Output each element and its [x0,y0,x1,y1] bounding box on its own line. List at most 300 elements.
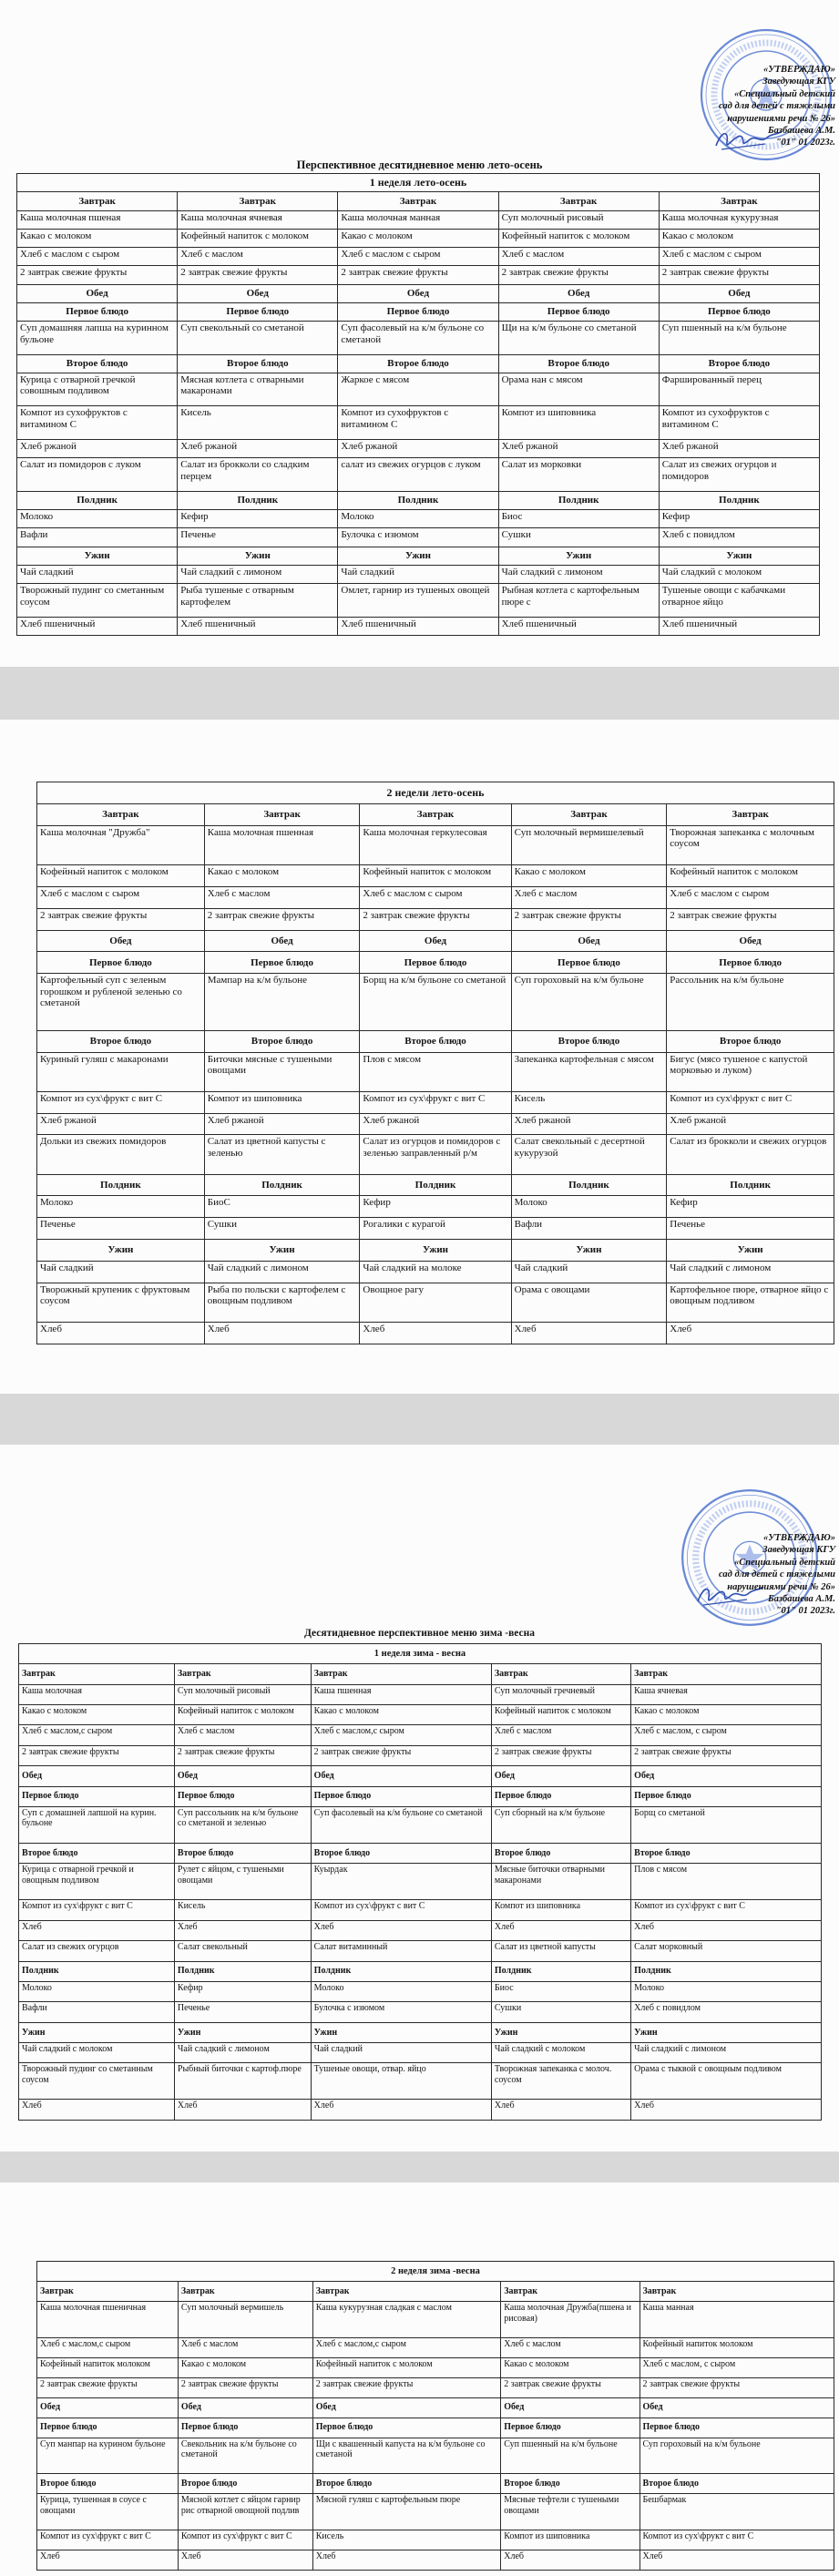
menu-dish-cell: Суп гороховый на к/м бульоне [511,974,667,1030]
menu-row [37,2550,834,2570]
menu-dish-cell: Хлеб ржаной [498,439,659,457]
menu-dish-cell: Чай сладкий с молоком [659,565,819,583]
week-title-row [37,782,834,804]
menu-dish-cell: Хлеб с маслом [178,248,338,266]
menu-row [17,229,820,247]
menu-dish-cell: Орама с овощами [511,1283,667,1322]
menu-dish-cell: Орама с тыквой с овощным подливом [631,2063,822,2100]
menu-dish-cell: 2 завтрак свежие фрукты [667,908,834,930]
menu-dish-cell: Компот из сухофруктов с витамином С [338,406,498,440]
menu-dish-cell: Суп фасолевый на к/м бульоне со сметаной [338,322,498,355]
menu-dish-cell: Хлеб [491,2100,630,2121]
meal-section-label: Обед [491,1766,630,1786]
meal-section-label: Ужин [311,2022,491,2042]
menu-row [37,1323,834,1344]
menu-dish-cell: Кофейный напиток с молоком [667,864,834,886]
menu-dish-cell: Хлеб с маслом с сыром [17,248,178,266]
menu-dish-cell: Хлеб [174,2100,311,2121]
meal-section-label: Ужин [37,1240,205,1262]
menu-dish-cell: Булочка с изюмом [338,528,498,547]
menu-dish-cell: Кофейный напиток с молоком [360,864,511,886]
menu-dish-cell: Компот из сух\фрукт с вит С [19,1900,175,1920]
menu-dish-cell: Биточки мясные с тушеными овощами [204,1052,360,1091]
meal-section-label: Первое блюдо [659,302,819,321]
menu-dish-cell: Чай сладкий [511,1262,667,1283]
menu-dish-cell: Салат из брокколи со сладким перцем [178,458,338,492]
menu-dish-cell: Чай сладкий с лимоном [631,2042,822,2062]
meal-section-label: Полдник [174,1961,311,1981]
menu-dish-cell: Биос [491,1981,630,2001]
menu-dish-cell: Молоко [37,1196,205,1218]
meal-section-label: Завтрак [659,192,819,210]
menu-dish-cell: Молоко [631,1981,822,2001]
meal-section-label: Обед [338,284,498,302]
menu-dish-cell: Суп свекольный со сметаной [178,322,338,355]
menu-dish-cell: Хлеб [204,1323,360,1344]
meal-section-label: Обед [498,284,659,302]
menu-dish-cell: Хлеб с маслом с сыром [667,886,834,908]
menu-dish-cell: Каша молочная кукурузная [659,210,819,229]
menu-row [37,2337,834,2357]
menu-dish-cell: Салат из огурцов и помидоров с зеленью заправленный р/м [360,1135,511,1174]
menu-title: Перспективное десятидневное меню лето-осень [296,158,543,171]
menu-row [37,2494,834,2530]
meal-section-label: Завтрак [338,192,498,210]
meal-section-label: Завтрак [37,2282,179,2302]
menu-row [37,2302,834,2338]
meal-section-label: Второе блюдо [338,354,498,373]
menu-dish-cell: Хлеб с маслом с сыром [659,248,819,266]
meal-section-label: Первое блюдо [178,2418,312,2438]
menu-dish-cell: 2 завтрак свежие фрукты [631,1745,822,1765]
meal-section-label: Обед [204,930,360,952]
menu-dish-cell: Хлеб с маслом,с сыром [19,1725,175,1745]
menu-dish-cell: Компот из шиповника [501,2530,639,2550]
menu-row [17,528,820,547]
menu-row [17,210,820,229]
menu-dish-cell: Компот из сух\фрукт с вит С [311,1900,491,1920]
meal-section-label: Ужин [667,1240,834,1262]
menu-row [37,908,834,930]
menu-dish-cell: Компот из сух\фрукт с вит С [178,2530,312,2550]
menu-dish-cell: Вафли [19,2002,175,2022]
meal-section-label: Обед [37,2397,179,2418]
menu-dish-cell: 2 завтрак свежие фрукты [511,908,667,930]
menu-dish-cell: Салат из свежих огурцов [19,1941,175,1961]
menu-dish-cell: Суп молочный гречневый [491,1684,630,1704]
meal-section-label: Первое блюдо [178,302,338,321]
meal-section-label: Первое блюдо [174,1786,311,1806]
meal-section-label: Завтрак [204,803,360,825]
menu-dish-cell: Суп манпар на курином бульоне [37,2438,179,2474]
menu-dish-cell: Хлеб [19,2100,175,2121]
stamp-line: «УТВЕРЖДАЮ» [762,65,835,75]
menu-dish-cell: 2 завтрак свежие фрукты [639,2377,834,2397]
stamp-line: нарушениями речи № 26» [727,1581,835,1592]
meal-section-label: Ужин [178,547,338,565]
menu-dish-cell: Кисель [511,1091,667,1113]
meal-section-label: Ужин [17,547,178,565]
menu-dish-cell: Мясная котлета с отварными макаронами [178,373,338,406]
menu-dish-cell: Хлеб ржаной [37,1113,205,1135]
menu-dish-cell: Суп с домашней лапшой на курин. бульоне [19,1806,175,1843]
menu-dish-cell: Кисель [174,1900,311,1920]
meal-section-label: Второе блюдо [17,354,178,373]
meal-section-label: Обед [311,1766,491,1786]
stamp-line: "01" 01 2023г. [775,1606,835,1617]
menu-dish-cell: Кофейный напиток молоком [37,2357,179,2377]
menu-dish-cell: Хлеб [311,2100,491,2121]
meal-section-label: Первое блюдо [667,952,834,974]
menu-row [19,1745,822,1765]
menu-dish-cell: Кисель [312,2530,501,2550]
menu-dish-cell: Курица с отварной гречкой и овощным подливом [19,1864,175,1900]
menu-dish-cell: Орама нан с мясом [498,373,659,406]
menu-row [37,1052,834,1091]
menu-dish-cell: Кефир [178,510,338,528]
menu-dish-cell: Каша молочная "Дружба" [37,825,205,864]
menu-dish-cell: Рыбный биточки с картоф.пюре [174,2063,311,2100]
menu-dish-cell: Кофейный напиток молоком [639,2337,834,2357]
menu-dish-cell: Компот из сух\фрукт с вит С [37,2530,179,2550]
menu-dish-cell: Суп пшенный на к/м бульоне [659,322,819,355]
meal-section-label: Второе блюдо [204,1030,360,1052]
meal-section-label: Первое блюдо [338,302,498,321]
menu-row [37,1135,834,1174]
meal-section-label: Ужин [338,547,498,565]
menu-dish-cell: Курица, тушенная в соусе с овощами [37,2494,179,2530]
menu-row [17,617,820,635]
menu-dish-cell: БиоС [204,1196,360,1218]
menu-dish-cell: Кофейный напиток с молоком [37,864,205,886]
menu-dish-cell: Какао с молоком [631,1705,822,1725]
menu-dish-cell: Каша пшенная [311,1684,491,1704]
stamp-line: нарушениями речи № 26» [727,113,835,124]
meal-section-label: Полдник [17,491,178,509]
meal-section-label: Полдник [204,1174,360,1196]
meal-section-label: Завтрак [178,192,338,210]
menu-dish-cell: Творожный пудинг со сметанным соусом [19,2063,175,2100]
menu-dish-cell: 2 завтрак свежие фрукты [19,1745,175,1765]
menu-dish-cell: Хлеб [37,1323,205,1344]
menu-dish-cell: Какао с молоком [338,229,498,247]
meal-section-label: Завтрак [174,1664,311,1684]
stamp-line: сад для детей с тяжелыми [719,1569,835,1580]
menu-dish-cell: Каша ячневая [631,1684,822,1704]
menu-dish-cell: Рыбная котлета с картофельным пюре с [498,584,659,618]
meal-section-label: Обед [17,284,178,302]
menu-dish-cell: Хлеб ржаной [17,439,178,457]
stamp-line: "01" 01 2023г. [775,138,835,148]
meal-section-label: Первое блюдо [511,952,667,974]
menu-dish-cell: Молоко [311,1981,491,2001]
meal-section-label: Ужин [498,547,659,565]
menu-dish-cell: Хлеб ржаной [511,1113,667,1135]
menu-dish-cell: Кофейный напиток с молоком [178,229,338,247]
menu-dish-cell: Хлеб ржаной [360,1113,511,1135]
menu-dish-cell: салат из свежих огурцов с луком [338,458,498,492]
menu-row [17,406,820,440]
meal-section-label: Первое блюдо [37,2418,179,2438]
menu-dish-cell: Омлет, гарнир из тушеных овощей [338,584,498,618]
meal-section-label: Второе блюдо [498,354,659,373]
approval-stamp [675,1532,835,1618]
menu-dish-cell: Каша молочная пшеная [17,210,178,229]
meal-section-label: Завтрак [667,803,834,825]
meal-section-label: Завтрак [360,803,511,825]
menu-dish-cell: Вафли [17,528,178,547]
meal-section-row [37,2397,834,2418]
menu-dish-cell: Чай сладкий с лимоном [178,565,338,583]
menu-dish-cell: Хлеб ржаной [178,439,338,457]
meal-section-label: Завтрак [511,803,667,825]
menu-dish-cell: Печенье [174,2002,311,2022]
menu-dish-cell: Хлеб [631,1920,822,1940]
menu-dish-cell: Салат из морковки [498,458,659,492]
menu-page-4 [0,2182,839,2576]
menu-dish-cell: Чай сладкий [338,565,498,583]
meal-section-label: Обед [19,1766,175,1786]
menu-row [19,1684,822,1704]
menu-dish-cell: Каша молочная пшеничная [37,2302,179,2338]
meal-section-label: Второе блюдо [19,1843,175,1863]
meal-section-row [37,1030,834,1052]
meal-section-label: Полдник [19,1961,175,1981]
meal-section-label: Второе блюдо [511,1030,667,1052]
menu-dish-cell: Суп рассольник на к/м бульоне со сметаной и зеленью [174,1806,311,1843]
menu-dish-cell: Компот из сух\фрукт с вит С [639,2530,834,2550]
menu-dish-cell: 2 завтрак свежие фрукты [174,1745,311,1765]
meal-section-row [37,1174,834,1196]
menu-dish-cell: Борщ на к/м бульоне со сметаной [360,974,511,1030]
menu-dish-cell: Бешбармак [639,2494,834,2530]
menu-dish-cell: Чай сладкий с лимоном [667,1262,834,1283]
meal-section-label: Завтрак [312,2282,501,2302]
meal-section-label: Первое блюдо [498,302,659,321]
meal-section-label: Первое блюдо [639,2418,834,2438]
menu-dish-cell: Хлеб с маслом,с сыром [312,2337,501,2357]
meal-section-label: Первое блюдо [17,302,178,321]
meal-section-label: Ужин [659,547,819,565]
menu-dish-cell: Суп пшенный на к/м бульоне [501,2438,639,2474]
stamp-line: «Специальный детский [733,1557,835,1568]
meal-section-label: Первое блюдо [312,2418,501,2438]
meal-section-label: Второе блюдо [312,2474,501,2494]
meal-section-label: Полдник [659,491,819,509]
menu-dish-cell: Печенье [37,1218,205,1240]
meal-section-label: Полдник [491,1961,630,1981]
meal-section-label: Первое блюдо [311,1786,491,1806]
menu-dish-cell: Рулет с яйцом, с тушеными овощами [174,1864,311,1900]
meal-section-row [37,2474,834,2494]
menu-dish-cell: Хлеб с маслом с сыром [360,886,511,908]
menu-dish-cell: Молоко [19,1981,175,2001]
stamp-line: «УТВЕРЖДАЮ» [762,1533,835,1543]
meal-section-label: Ужин [511,1240,667,1262]
menu-dish-cell: 2 завтрак свежие фрукты [178,2377,312,2397]
menu-row [37,864,834,886]
meal-section-label: Полдник [311,1961,491,1981]
menu-dish-cell: Печенье [667,1218,834,1240]
menu-dish-cell: Суп молочный рисовый [498,210,659,229]
menu-dish-cell: Салат из свежих огурцов и помидоров [659,458,819,492]
menu-dish-cell: Хлеб пшеничный [338,617,498,635]
menu-dish-cell: Каша молочная Дружба(пшена и рисовая) [501,2302,639,2338]
meal-section-row [19,1843,822,1863]
menu-dish-cell: Салат из цветной капусты [491,1941,630,1961]
menu-row [17,266,820,284]
menu-dish-cell: Суп молочный вермишель [178,2302,312,2338]
meal-section-row [19,1961,822,1981]
menu-dish-cell: Компот из сух\фрукт с вит С [37,1091,205,1113]
meal-section-label: Завтрак [17,192,178,210]
menu-dish-cell: Рассольник на к/м бульоне [667,974,834,1030]
menu-dish-cell: Запеканка картофельная с мясом [511,1052,667,1091]
menu-dish-cell: 2 завтрак свежие фрукты [360,908,511,930]
meal-section-row [19,2022,822,2042]
meal-section-label: Второе блюдо [37,2474,179,2494]
meal-section-row [17,302,820,321]
week-title: 1 неделя зима - весна [19,1644,822,1664]
menu-dish-cell: Компот из шиповника [491,1900,630,1920]
menu-dish-cell: Хлеб с маслом [501,2337,639,2357]
menu-dish-cell: Хлеб [178,2550,312,2570]
menu-row [37,1218,834,1240]
menu-dish-cell: Хлеб ржаной [204,1113,360,1135]
menu-row [37,1113,834,1135]
menu-dish-cell: Хлеб ржаной [667,1113,834,1135]
meal-section-label: Первое блюдо [204,952,360,974]
menu-dish-cell: Чай сладкий с лимоном [204,1262,360,1283]
meal-section-label: Завтрак [19,1664,175,1684]
menu-dish-cell: Каша манная [639,2302,834,2338]
menu-row [19,2002,822,2022]
meal-section-label: Обед [631,1766,822,1786]
menu-dish-cell: Каша молочная [19,1684,175,1704]
menu-dish-cell: Какао с молоком [311,1705,491,1725]
menu-dish-cell: 2 завтрак свежие фрукты [37,2377,179,2397]
menu-dish-cell: Вафли [511,1218,667,1240]
meal-section-label: Обед [639,2397,834,2418]
meal-section-label: Ужин [204,1240,360,1262]
meal-section-label: Первое блюдо [491,1786,630,1806]
menu-dish-cell: Тушеные овощи, отвар. яйцо [311,2063,491,2100]
menu-dish-cell: Хлеб [174,1920,311,1940]
menu-page-1 [0,0,839,667]
menu-dish-cell: Хлеб ржаной [659,439,819,457]
menu-row [17,439,820,457]
meal-section-label: Обед [511,930,667,952]
menu-dish-cell: 2 завтрак свежие фрукты [659,266,819,284]
menu-dish-cell: Хлеб [19,1920,175,1940]
menu-dish-cell: Фаршированный перец [659,373,819,406]
meal-section-label: Второе блюдо [631,1843,822,1863]
menu-dish-cell: Каша молочная пшенная [204,825,360,864]
menu-dish-cell: Плов с мясом [360,1052,511,1091]
menu-row [37,825,834,864]
menu-dish-cell: Хлеб [511,1323,667,1344]
menu-dish-cell: Куырдак [311,1864,491,1900]
menu-row [19,1900,822,1920]
meal-section-label: Полдник [338,491,498,509]
menu-row [19,2100,822,2121]
meal-section-label: Ужин [491,2022,630,2042]
meal-section-row [19,1766,822,1786]
menu-dish-cell: Тушеные овощи с кабачками отварное яйцо [659,584,819,618]
stamp-line: сад для детей с тяжелыми [719,101,835,112]
menu-table [36,782,834,1344]
meal-section-row [17,284,820,302]
menu-row [17,565,820,583]
menu-dish-cell: Хлеб [37,2550,179,2570]
meal-section-label: Завтрак [491,1664,630,1684]
menu-dish-cell: Компот из сух\фрукт с вит С [360,1091,511,1113]
menu-dish-cell: Компот из шиповника [204,1091,360,1113]
meal-section-row [37,930,834,952]
menu-dish-cell: Сушки [491,2002,630,2022]
meal-section-label: Ужин [174,2022,311,2042]
menu-dish-cell: Хлеб с повидлом [631,2002,822,2022]
menu-row [37,2530,834,2550]
menu-dish-cell: Чай сладкий [311,2042,491,2062]
menu-dish-cell: Щи на к/м бульоне со сметаной [498,322,659,355]
menu-dish-cell: Мясной гуляш с картофельным пюре [312,2494,501,2530]
menu-dish-cell: Сушки [204,1218,360,1240]
menu-dish-cell: Суп молочный вермишелевый [511,825,667,864]
menu-dish-cell: Компот из сухофруктов с витамином С [659,406,819,440]
menu-dish-cell: Хлеб с маслом, с сыром [639,2357,834,2377]
meal-section-label: Обед [501,2397,639,2418]
meal-section-label: Второе блюдо [639,2474,834,2494]
menu-dish-cell: Хлеб [639,2550,834,2570]
menu-dish-cell: 2 завтрак свежие фрукты [498,266,659,284]
menu-dish-cell: Творожная запеканка с молоч. соусом [491,2063,630,2100]
menu-dish-cell: Хлеб с повидлом [659,528,819,547]
menu-row [37,1196,834,1218]
menu-dish-cell: Компот из сухофруктов с витамином С [17,406,178,440]
menu-dish-cell: Суп молочный рисовый [174,1684,311,1704]
menu-dish-cell: Кофейный напиток с молоком [491,1705,630,1725]
menu-dish-cell: Хлеб с маслом [178,2337,312,2357]
menu-dish-cell: Овощное рагу [360,1283,511,1322]
meal-section-label: Полдник [360,1174,511,1196]
menu-dish-cell: Хлеб с маслом,с сыром [37,2337,179,2357]
meal-section-label: Завтрак [311,1664,491,1684]
meal-section-label: Завтрак [178,2282,312,2302]
meal-section-label: Второе блюдо [311,1843,491,1863]
meal-section-label: Завтрак [631,1664,822,1684]
meal-section-row [17,491,820,509]
menu-dish-cell: Салат из помидоров с луком [17,458,178,492]
meal-section-label: Второе блюдо [178,354,338,373]
meal-section-label: Завтрак [37,803,205,825]
week-title: 2 недели лето-осень [37,782,834,804]
menu-dish-cell: Хлеб [501,2550,639,2570]
meal-section-label: Обед [37,930,205,952]
menu-dish-cell: Хлеб [360,1323,511,1344]
menu-dish-cell: Мясной котлет с яйцом гарнир рис отварной овощной подлив [178,2494,312,2530]
menu-dish-cell: Кефир [667,1196,834,1218]
menu-dish-cell: Кисель [178,406,338,440]
menu-row [37,1262,834,1283]
meal-section-row [19,1664,822,1684]
menu-page-2 [0,720,839,1394]
stamp-line: Базбашева А.М. [768,1594,835,1605]
menu-dish-cell: Хлеб с маслом с сыром [37,886,205,908]
menu-page-3 [0,1445,839,2152]
menu-dish-cell: Курица с отварной гречкой совошным подливом [17,373,178,406]
menu-dish-cell: Чай сладкий с молоком [491,2042,630,2062]
